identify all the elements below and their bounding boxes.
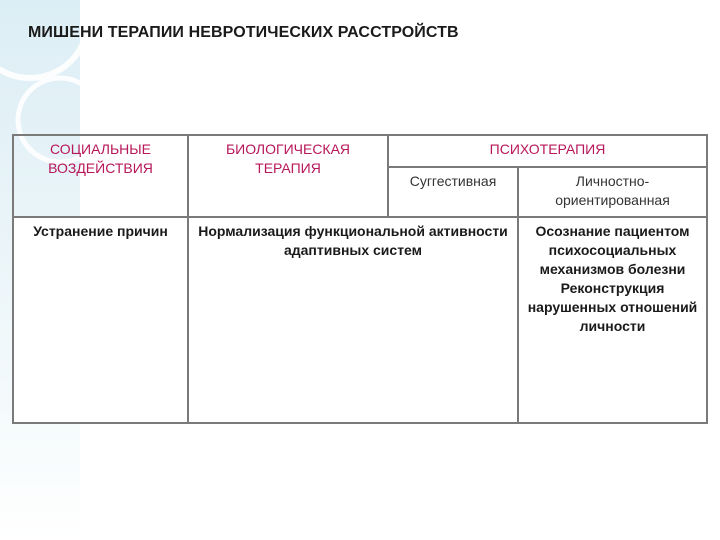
cell-personal-target: Осознание пациентом психосоциальных механизмов болезни Реконструкция нарушенных отношений личности: [518, 217, 707, 423]
subheader-personal: Личностно-ориентированная: [518, 167, 707, 217]
header-social: СОЦИАЛЬНЫЕ ВОЗДЕЙСТВИЯ: [13, 135, 188, 217]
cell-social-target: Устранение причин: [13, 217, 188, 423]
header-biological: БИОЛОГИЧЕСКАЯ ТЕРАПИЯ: [188, 135, 388, 217]
page-title: МИШЕНИ ТЕРАПИИ НЕВРОТИЧЕСКИХ РАССТРОЙСТВ: [28, 24, 459, 41]
header-psychotherapy: ПСИХОТЕРАПИЯ: [388, 135, 707, 167]
subheader-suggestive: Суггестивная: [388, 167, 518, 217]
cell-biological-suggestive-target: Нормализация функциональной активности адаптивных систем: [188, 217, 518, 423]
therapy-targets-table: [12, 134, 708, 424]
